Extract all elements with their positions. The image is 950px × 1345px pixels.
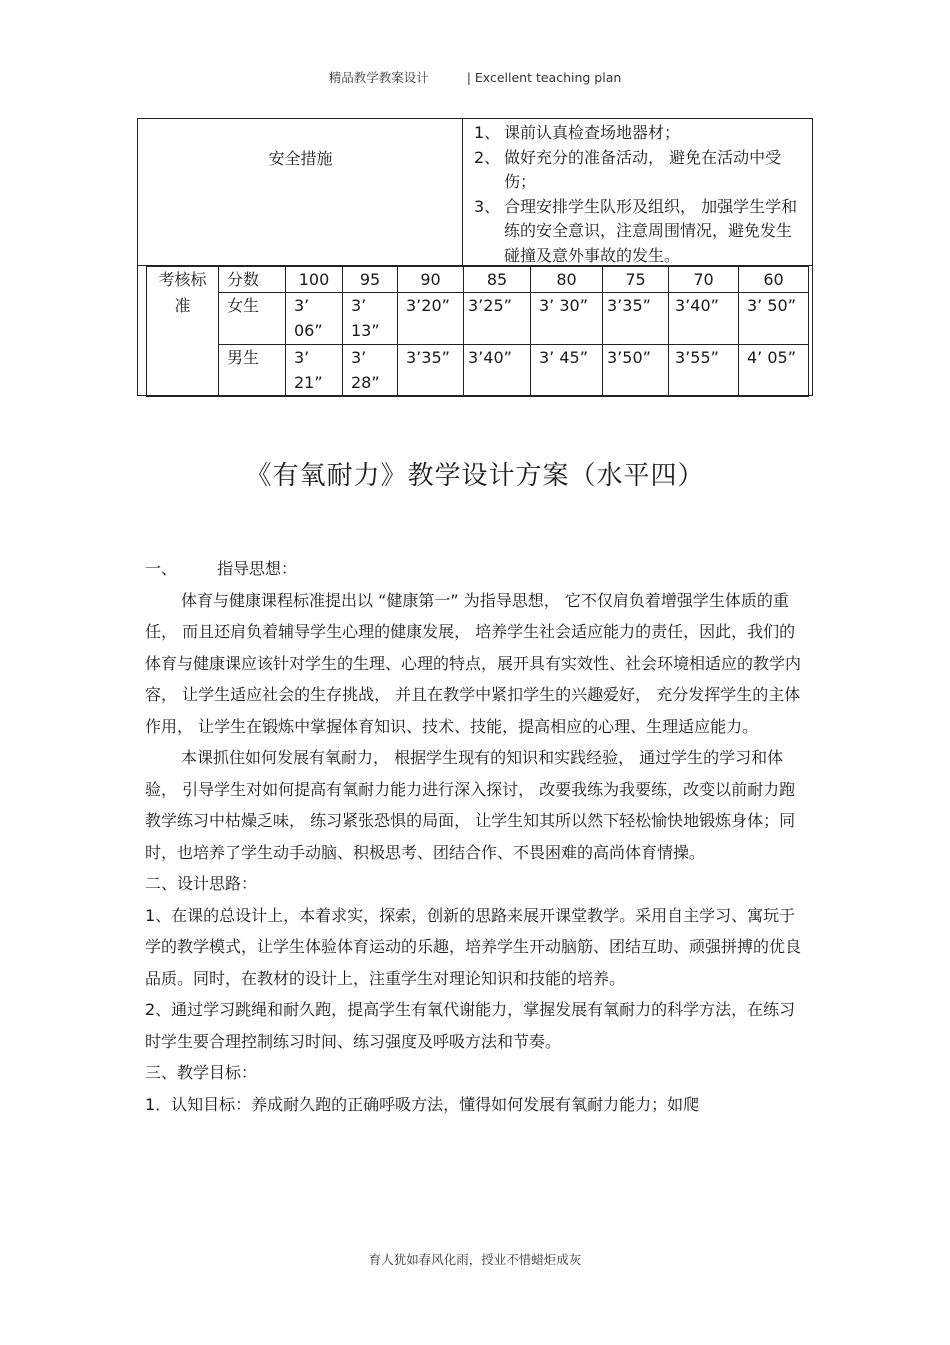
female-time: 3’20” (398, 293, 464, 345)
score-table (137, 266, 813, 396)
header-right: | Excellent teaching plan (466, 70, 622, 85)
female-label: 女生 (219, 293, 286, 345)
score-value: 75 (603, 267, 669, 293)
score-value: 100 (286, 267, 343, 293)
male-time: 3’ 28” (343, 345, 398, 397)
male-time: 3’50” (603, 345, 669, 397)
score-label: 考核标准 (147, 267, 219, 397)
paragraph: 1．认知目标：养成耐久跑的正确呼吸方法，懂得如何发展有氧耐力能力；如爬 (145, 1094, 700, 1114)
paragraph: 体育与健康课程标准提出以 “健康第一” 为指导思想， 它不仅肩负着增强学生体质的重任， 而且还肩负着辅导学生心理的健康发展， 培养学生社会适应能力的责任，因此，我们的体育与健康课应该针对学生的生理、心理的特点，展开具有实效性、社会环境相适应的教学内容， 让学生适应社会的生存挑战， 并且在教学中紧扣学生的兴趣爱好， 充分发挥学生的主体作用， 让学生在锻炼中掌握体育知识、技术、技能，提高相应的心理、生理适应能力。 (145, 590, 802, 736)
female-time: 3’ 06” (286, 293, 343, 345)
score-header-label: 分数 (219, 267, 286, 293)
safety-item (474, 146, 804, 195)
page-header (0, 68, 950, 86)
score-value: 60 (739, 267, 809, 293)
score-value: 70 (669, 267, 739, 293)
safety-item-num: 2、 (474, 147, 501, 167)
safety-label: 安全措施 (268, 149, 333, 168)
section-heading: 三、教学目标： (145, 1063, 258, 1082)
safety-label-cell (138, 119, 463, 265)
paragraph: 本课抓住如何发展有氧耐力， 根据学生现有的知识和实践经验， 通过学生的学习和体验， 引导学生对如何提高有氧耐力能力进行深入探讨， 改要我练为我要练，改变以前耐力跑教学练习中枯燥乏味， 练习紧张恐惧的局面， 让学生知其所以然下轻松愉快地锻炼身体；同时，也培养了学生动手动脑、积极思考、团结合作、不畏困难的高尚体育情操。 (145, 748, 796, 862)
safety-item (474, 121, 804, 146)
section-heading: 一、 指导思想： (145, 559, 298, 578)
score-value: 80 (531, 267, 603, 293)
male-time: 3’ 45” (531, 345, 603, 397)
female-time: 3’35” (603, 293, 669, 345)
female-time: 3’ 50” (739, 293, 809, 345)
female-time: 3’ 30” (531, 293, 603, 345)
female-time: 3’ 13” (343, 293, 398, 345)
section-heading: 二、设计思路： (145, 874, 258, 893)
safety-item-num: 3、 (474, 196, 501, 216)
document-body (145, 553, 807, 1120)
male-time: 3’ 21” (286, 345, 343, 397)
safety-item (474, 195, 804, 269)
male-time: 3’35” (398, 345, 464, 397)
score-value: 95 (343, 267, 398, 293)
female-time: 3’25” (464, 293, 531, 345)
score-value: 90 (398, 267, 464, 293)
male-time: 3’40” (464, 345, 531, 397)
paragraph: 2、通过学习跳绳和耐久跑，提高学生有氧代谢能力，掌握发展有氧耐力的科学方法，在练习时学生要合理控制练习时间、练习强度及呼吸方法和节奏。 (145, 1000, 796, 1051)
safety-item-text: 课前认真检查场地器材； (504, 123, 681, 142)
score-value: 85 (464, 267, 531, 293)
page-footer: 育人犹如春风化雨，授业不惜蜡炬成灰 (368, 1252, 582, 1267)
male-label: 男生 (219, 345, 286, 397)
header-left: 精品教学教案设计 (328, 70, 429, 85)
safety-items (474, 121, 804, 268)
safety-item-num: 1、 (474, 123, 501, 142)
male-time: 4’ 05” (739, 345, 809, 397)
paragraph: 1、在课的总设计上，本着求实，探索，创新的思路来展开课堂教学。采用自主学习、寓玩于学的教学模式，让学生体验体育运动的乐趣，培养学生开动脑筋、团结互助、顽强拼搏的优良品质。同时，在教材的设计上，注重学生对理论知识和技能的培养。 (145, 905, 802, 988)
safety-table (137, 118, 813, 266)
male-time: 3’55” (669, 345, 739, 397)
female-time: 3’40” (669, 293, 739, 345)
safety-item-text: 合理安排学生队形及组织， 加强学生学和练的安全意识，注意周围情况，避免发生碰撞及意外事故的发生。 (504, 196, 798, 265)
document-title: 《有氧耐力》教学设计方案（水平四） (245, 461, 705, 491)
safety-item-text: 做好充分的准备活动， 避免在活动中受伤； (504, 147, 782, 191)
